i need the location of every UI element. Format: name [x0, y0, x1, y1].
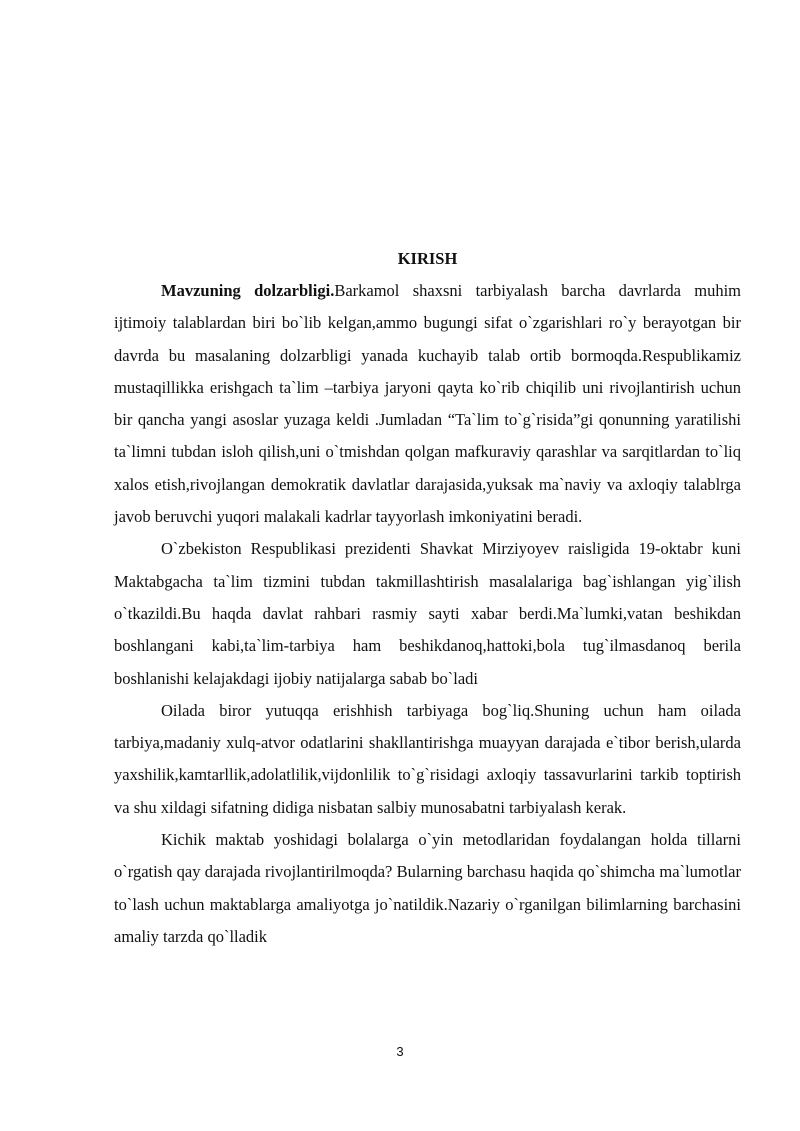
section-title: KIRISH [397, 249, 458, 268]
paragraph-family-upbringing: Oilada biror yutuqqa erishhish tarbiyaga bog`liq.Shuning uchun ham oilada tarbiya,madaniy xulq-atvor odatlarini shakllantirishga muayyan darajada e`tibor berish,ularda yaxshilik,kamtarllik,adolatlilik,vijdonlilik to`g`risidagi axloqiy tassavurlarini tarkib toptirish va shu xildagi sifatning didiga nisbatan salbiy munosabatni tarbiyalash kerak. [114, 700, 741, 817]
document-body [114, 248, 741, 953]
paragraph-text: Barkamol shaxsni tarbiyalash barcha davrlarda muhim ijtimoiy talablardan biri bo`lib kelgan,ammo bugungi sifat o`zgarishlari ro`y berayotgan bir davrda bu masalaning dolzarbligi yanada kuchayib talab ortib bormoqda.Respublikamiz mustaqillikka erishgach ta`lim –tarbiya jaryoni qayta ko`rib chiqilib uni rivojlantirish uchun bir qancha yangi asoslar yuzaga keldi .Jumladan “Ta`lim to`g`risida”gi qonunning yaratilishi ta`limni tubdan isloh qilish,uni o`tmishdan qolgan mafkuraviy qarashlar va sarqitlardan to`liq xalos etish,rivojlangan demokratik davlatlar darajasida,yuksak ma`naviy va axloqiy talablrga javob beruvchi yuqori malakali kadrlar tayyorlash imkoniyatini beradi. [114, 281, 741, 527]
paragraph-president-meeting: O`zbekiston Respublikasi prezidenti Shavkat Mirziyoyev raisligida 19-oktabr kuni Maktabgacha ta`lim tizmini tubdan takmillashtirish masalalariga bag`ishlangan yig`ilish o`tkazildi.Bu haqda davlat rahbari rasmiy sayti xabar berdi.Ma`lumki,vatan beshikdan boshlangani kabi,ta`lim-tarbiya ham beshikdanoq,hattoki,bola tug`ilmasdanoq berila boshlanishi kelajakdagi ijobiy natijalarga sabab bo`ladi [114, 539, 741, 688]
paragraph-relevance [114, 275, 741, 533]
paragraph-lead: Mavzuning dolzarbligi. [161, 281, 335, 300]
paragraph-language-teaching: Kichik maktab yoshidagi bolalarga o`yin metodlaridan foydalangan holda tillarni o`rgatish qay darajada rivojlantirilmoqda? Bularning barchasu haqida qo`shimcha ma`lumotlar to`lash uchun maktablarga amaliyotga jo`natildik.Nazariy o`rganilgan bilimlarning barchasini amaliy tarzda qo`lladik [114, 830, 741, 946]
page-number: 3 [396, 1044, 404, 1059]
